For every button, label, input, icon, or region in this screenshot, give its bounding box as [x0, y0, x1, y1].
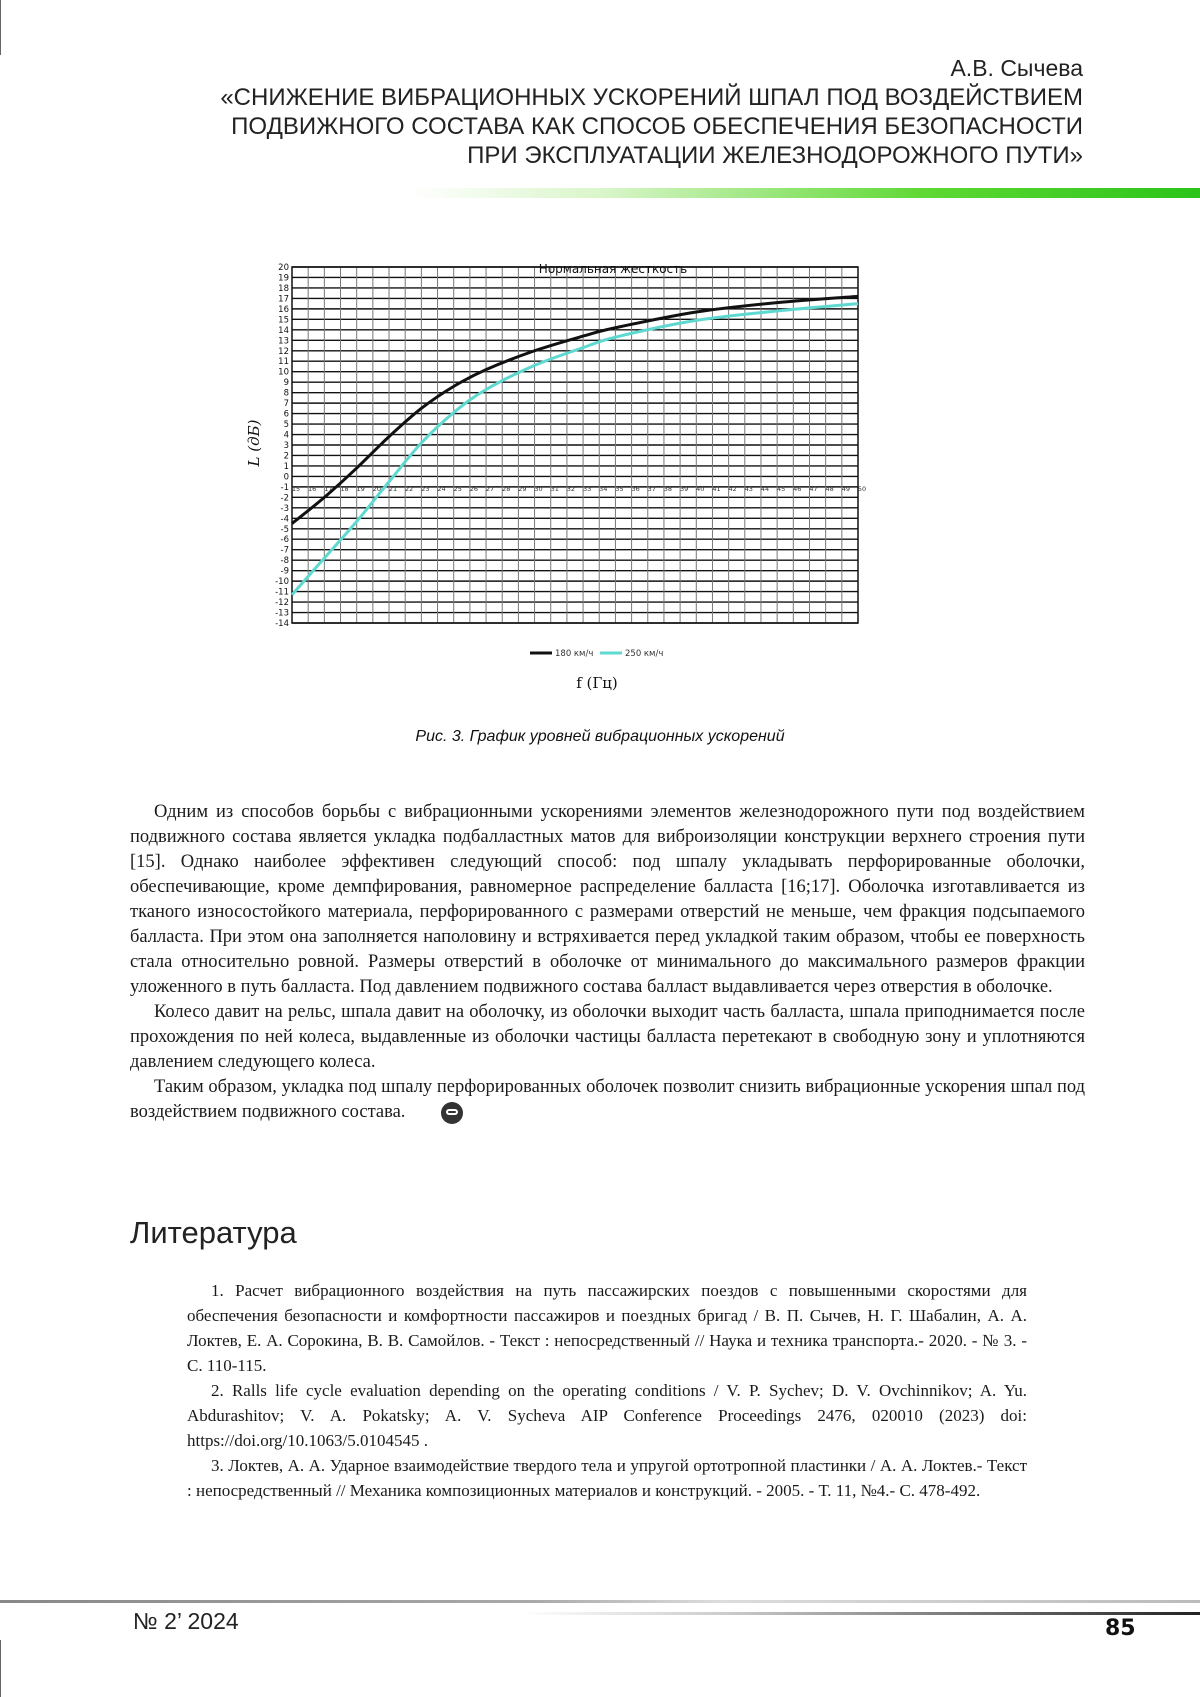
x-tick-label: 47 — [809, 484, 818, 493]
x-tick-label: 20 — [372, 484, 381, 493]
x-tick-label: 36 — [631, 484, 640, 493]
x-tick-label: 41 — [712, 484, 721, 493]
y-tick-label: -8 — [280, 556, 289, 567]
x-tick-label: 48 — [825, 484, 834, 493]
header-title-line-2: ПОДВИЖНОГО СОСТАВА КАК СПОСОБ ОБЕСПЕЧЕНИЯ БЕЗОПАСНОСТИ — [231, 113, 1083, 140]
x-tick-label: 32 — [566, 484, 576, 493]
footer-rule-bottom — [520, 1612, 1200, 1615]
y-tick-label: 0 — [283, 472, 289, 483]
y-tick-label: 16 — [278, 304, 289, 315]
footer-rule-top — [0, 1600, 1200, 1603]
y-tick-label: 9 — [283, 378, 289, 389]
y-tick-label: -9 — [280, 566, 289, 577]
x-tick-label: 24 — [437, 484, 446, 493]
y-tick-label: 13 — [278, 336, 289, 347]
running-header — [220, 54, 1083, 170]
x-tick-label: 28 — [502, 484, 511, 493]
y-tick-label: 1 — [283, 461, 289, 472]
figure-caption: Рис. 3. График уровней вибрационных ускорений — [415, 728, 785, 745]
crop-mark-bottom — [0, 1640, 1, 1697]
legend-label-2: 250 км/ч — [625, 649, 664, 659]
y-tick-label: -11 — [275, 587, 289, 598]
literature-heading: Литература — [130, 1215, 297, 1250]
x-tick-label: 31 — [550, 484, 559, 493]
y-tick-label: -12 — [275, 598, 289, 609]
reference-item-1: 1. Расчет вибрационного воздействия на путь пассажирских поездов с повышенными скоростями для обеспечения безопасности и комфортности пассажиров и поездных бригад / В. П. Сычев, Н. Г. Шабалин, А. А. Локтев, Е. А. Сорокина, В. В. Самойлов. - Текст : непосредственный // Наука и техника транспорта.- 2020. - № 3. - С. 110-115. — [187, 1281, 1027, 1375]
x-tick-label: 33 — [582, 484, 592, 493]
body-paragraph-3 — [130, 1075, 1085, 1125]
crop-mark-top — [0, 0, 1, 55]
y-tick-label: 18 — [278, 283, 289, 294]
y-tick-label: -10 — [275, 577, 289, 588]
x-tick-label: 19 — [356, 484, 365, 493]
y-tick-label: -2 — [280, 493, 289, 504]
header-author: А.В. Сычева — [950, 55, 1083, 81]
y-tick-label: 2 — [283, 451, 289, 462]
y-tick-label: -14 — [275, 619, 289, 629]
body-text — [130, 800, 1085, 1125]
chart-y-label: L (дБ) — [245, 419, 263, 467]
x-tick-label: 34 — [599, 484, 608, 493]
body-paragraph-3-text: Таким образом, укладка под шпалу перфорированных оболочек позволит снизить вибрационные ускорения шпал под воздействием подвижного состава. — [130, 1077, 1085, 1122]
y-tick-label: 11 — [278, 357, 289, 368]
y-tick-label: -6 — [280, 535, 289, 546]
y-tick-label: 7 — [283, 399, 289, 410]
x-tick-label: 30 — [534, 484, 543, 493]
x-tick-label: 37 — [647, 484, 656, 493]
reference-item-2: 2. Ralls life cycle evaluation depending on the operating conditions / V. P. Sychev; D. V. Ovchinnikov; A. Yu. Abdurashitov; V. A. Pokatsky; A. V. Sycheva AIP Conference Proceedings 2476, 020010 (2023) doi: https://doi.org/10.1063/5.0104545 . — [187, 1381, 1027, 1450]
y-tick-label: -13 — [275, 608, 289, 619]
x-tick-label: 35 — [615, 484, 624, 493]
y-tick-label: 20 — [278, 263, 289, 273]
x-tick-label: 25 — [453, 484, 462, 493]
y-tick-label: 3 — [283, 441, 289, 451]
x-tick-label: 38 — [663, 484, 673, 493]
y-tick-label: 6 — [283, 409, 289, 420]
x-tick-label: 49 — [841, 484, 850, 493]
body-paragraph-1: Одним из способов борьбы с вибрационными ускорениями элементов железнодорожного пути под воздействием подвижного состава является укладка подбалластных матов для виброизоляции конструкции верхнего строения пути [15]. Однако наиболее эффективен следующий способ: под шпалу укладывать перфорированные оболочки, обеспечивающие, кроме демпфирования, равномерное распределение балласта [16;17]. Оболочка изготавливается из тканого износостойкого материала, перфорированного с размерами отверстий не меньше, чем фракция подсыпаемого балласта. При этом она заполняется наполовину и встряхивается перед укладкой таким образом, чтобы ее поверхность стала относительно ровной. Размеры отверстий в оболочке от минимального до максимального размеров фракции уложенного в путь балласта. Под давлением подвижного состава балласт выдавливается через отверстия в оболочке. — [130, 802, 1085, 997]
reference-item-3: 3. Локтев, А. А. Ударное взаимодействие твердого тела и упругой ортотропной пластинки / А. А. Локтев.- Текст : непосредственный // Механика композиционных материалов и конструкций. - 2005. - Т. 11, №4.- С. 478-492. — [187, 1456, 1027, 1500]
journal-end-icon — [441, 1102, 463, 1124]
header-title-line-3: ПРИ ЭКСПЛУАТАЦИИ ЖЕЛЕЗНОДОРОЖНОГО ПУТИ» — [467, 142, 1083, 169]
y-tick-label: 8 — [283, 388, 289, 399]
y-tick-label: 5 — [283, 420, 289, 431]
y-tick-label: 12 — [278, 346, 289, 357]
vibration-chart — [240, 255, 940, 705]
x-tick-label: 27 — [485, 484, 495, 493]
x-tick-label: 46 — [793, 484, 802, 493]
y-tick-label: 10 — [278, 367, 289, 378]
figure-chart — [240, 255, 940, 705]
y-tick-label: -7 — [280, 545, 289, 556]
x-tick-label: 44 — [760, 484, 770, 493]
chart-x-label: f (Гц) — [576, 674, 618, 692]
y-tick-label: -4 — [280, 514, 289, 525]
x-tick-label: 18 — [340, 484, 349, 493]
x-tick-label: 50 — [857, 484, 867, 493]
x-tick-label: 22 — [405, 484, 414, 493]
x-tick-label: 39 — [679, 484, 689, 493]
body-paragraph-2: Колесо давит на рельс, шпала давит на оболочку, из оболочки выходит часть балласта, шпала приподнимается после прохождения по ней колеса, выдавленные из оболочки частицы балласта перетекают в свободную зону и уплотняются давлением следующего колеса. — [130, 1002, 1085, 1072]
y-tick-label: 17 — [278, 294, 289, 305]
y-tick-label: -5 — [280, 524, 289, 535]
x-tick-label: 29 — [518, 484, 527, 493]
x-tick-label: 16 — [308, 484, 317, 493]
x-tick-label: 26 — [469, 484, 479, 493]
y-tick-label: 19 — [278, 273, 289, 284]
page-number: 85 — [1105, 1616, 1136, 1641]
y-tick-label: 14 — [278, 325, 289, 336]
x-tick-label: 45 — [777, 484, 786, 493]
y-tick-label: -3 — [280, 503, 289, 514]
literature-list — [187, 1278, 1027, 1503]
x-tick-label: 21 — [388, 484, 398, 493]
x-tick-label: 40 — [696, 484, 705, 493]
x-tick-label: 43 — [744, 484, 753, 493]
header-title-line-1: «СНИЖЕНИЕ ВИБРАЦИОННЫХ УСКОРЕНИЙ ШПАЛ ПОД ВОЗДЕЙСТВИЕМ — [220, 84, 1083, 111]
y-tick-label: 15 — [278, 315, 289, 326]
x-tick-label: 17 — [324, 484, 333, 493]
x-tick-label: 42 — [728, 484, 737, 493]
x-tick-label: 15 — [291, 484, 301, 493]
x-tick-label: 23 — [421, 484, 430, 493]
y-tick-label: 4 — [283, 430, 289, 441]
legend-label-1: 180 км/ч — [555, 649, 594, 659]
chart-title: Нормальная жесткость — [538, 262, 688, 276]
issue-number: № 2’ 2024 — [133, 1608, 239, 1634]
y-tick-label: -1 — [280, 482, 289, 493]
header-accent-bar — [410, 188, 1200, 198]
